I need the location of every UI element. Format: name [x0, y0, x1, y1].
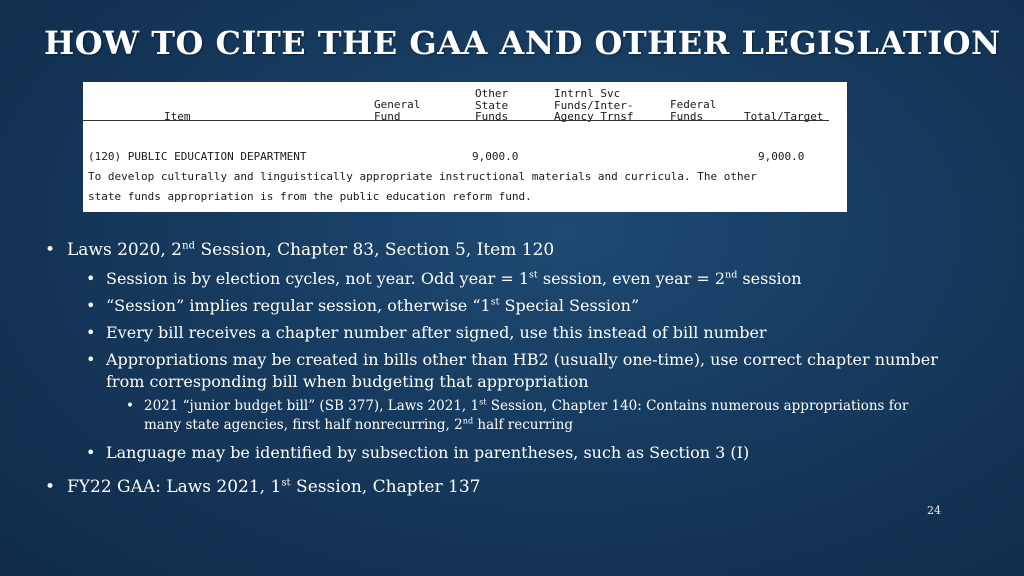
header-federal-1: Federal: [670, 98, 717, 111]
bullet-icon: •: [86, 323, 96, 342]
header-general-2: Fund: [374, 110, 401, 123]
header-general-1: General: [374, 98, 421, 111]
list-item: • 2021 “junior budget bill” (SB 377), Laws 2021, 1st Session, Chapter 140: Contains numerous appropriations for: [126, 396, 909, 414]
bullet-icon: •: [45, 477, 56, 497]
bullet-icon: •: [86, 443, 96, 462]
list-item: • FY22 GAA: Laws 2021, 1st Session, Chapter 137: [45, 477, 481, 497]
header-item: Item: [164, 110, 191, 123]
list-item-continuation: from corresponding bill when budgeting that appropriation: [106, 372, 589, 391]
list-item: • Appropriations may be created in bills other than HB2 (usually one-time), use correct chapter number: [86, 350, 938, 369]
slide-title: HOW TO CITE THE GAA AND OTHER LEGISLATION: [44, 24, 1001, 62]
header-intrnl-1: Intrnl Svc: [554, 87, 621, 100]
list-item: • Laws 2020, 2nd Session, Chapter 83, Section 5, Item 120: [45, 240, 555, 260]
row-text-line-2: state funds appropriation is from the public education reform fund.: [88, 190, 532, 203]
header-rule: [83, 120, 829, 121]
row-item: (120) PUBLIC EDUCATION DEPARTMENT: [88, 150, 307, 163]
bullet-icon: •: [86, 350, 96, 369]
list-item-continuation: many state agencies, first half nonrecurring, 2nd half recurring: [144, 415, 574, 433]
list-item: • Session is by election cycles, not year. Odd year = 1st session, even year = 2nd session: [86, 269, 802, 288]
header-intrnl-2: Funds/Inter-: [554, 99, 634, 112]
header-other-state-3: Funds: [475, 110, 509, 123]
header-other-state-2: State: [475, 99, 509, 112]
row-total-value: 9,000.0: [758, 150, 805, 163]
row-text-line-1: To develop culturally and linguistically appropriate instructional materials and curricula. The other: [88, 170, 757, 183]
row-other-state-value: 9,000.0: [472, 150, 519, 163]
header-federal-2: Funds: [670, 110, 704, 123]
list-item: • Every bill receives a chapter number after signed, use this instead of bill number: [86, 323, 767, 342]
bullet-icon: •: [45, 240, 56, 260]
bullet-icon: •: [126, 398, 134, 414]
list-item: • Language may be identified by subsection in parentheses, such as Section 3 (I): [86, 443, 750, 462]
bullet-icon: •: [86, 296, 96, 315]
header-total: Total/Target: [744, 110, 824, 123]
gaa-excerpt-image: [83, 82, 847, 212]
header-other-state-1: Other: [475, 87, 509, 100]
page-number: 24: [927, 504, 941, 517]
bullet-icon: •: [86, 269, 96, 288]
header-intrnl-3: Agency Trnsf: [554, 110, 634, 123]
list-item: • “Session” implies regular session, otherwise “1st Special Session”: [86, 296, 640, 315]
